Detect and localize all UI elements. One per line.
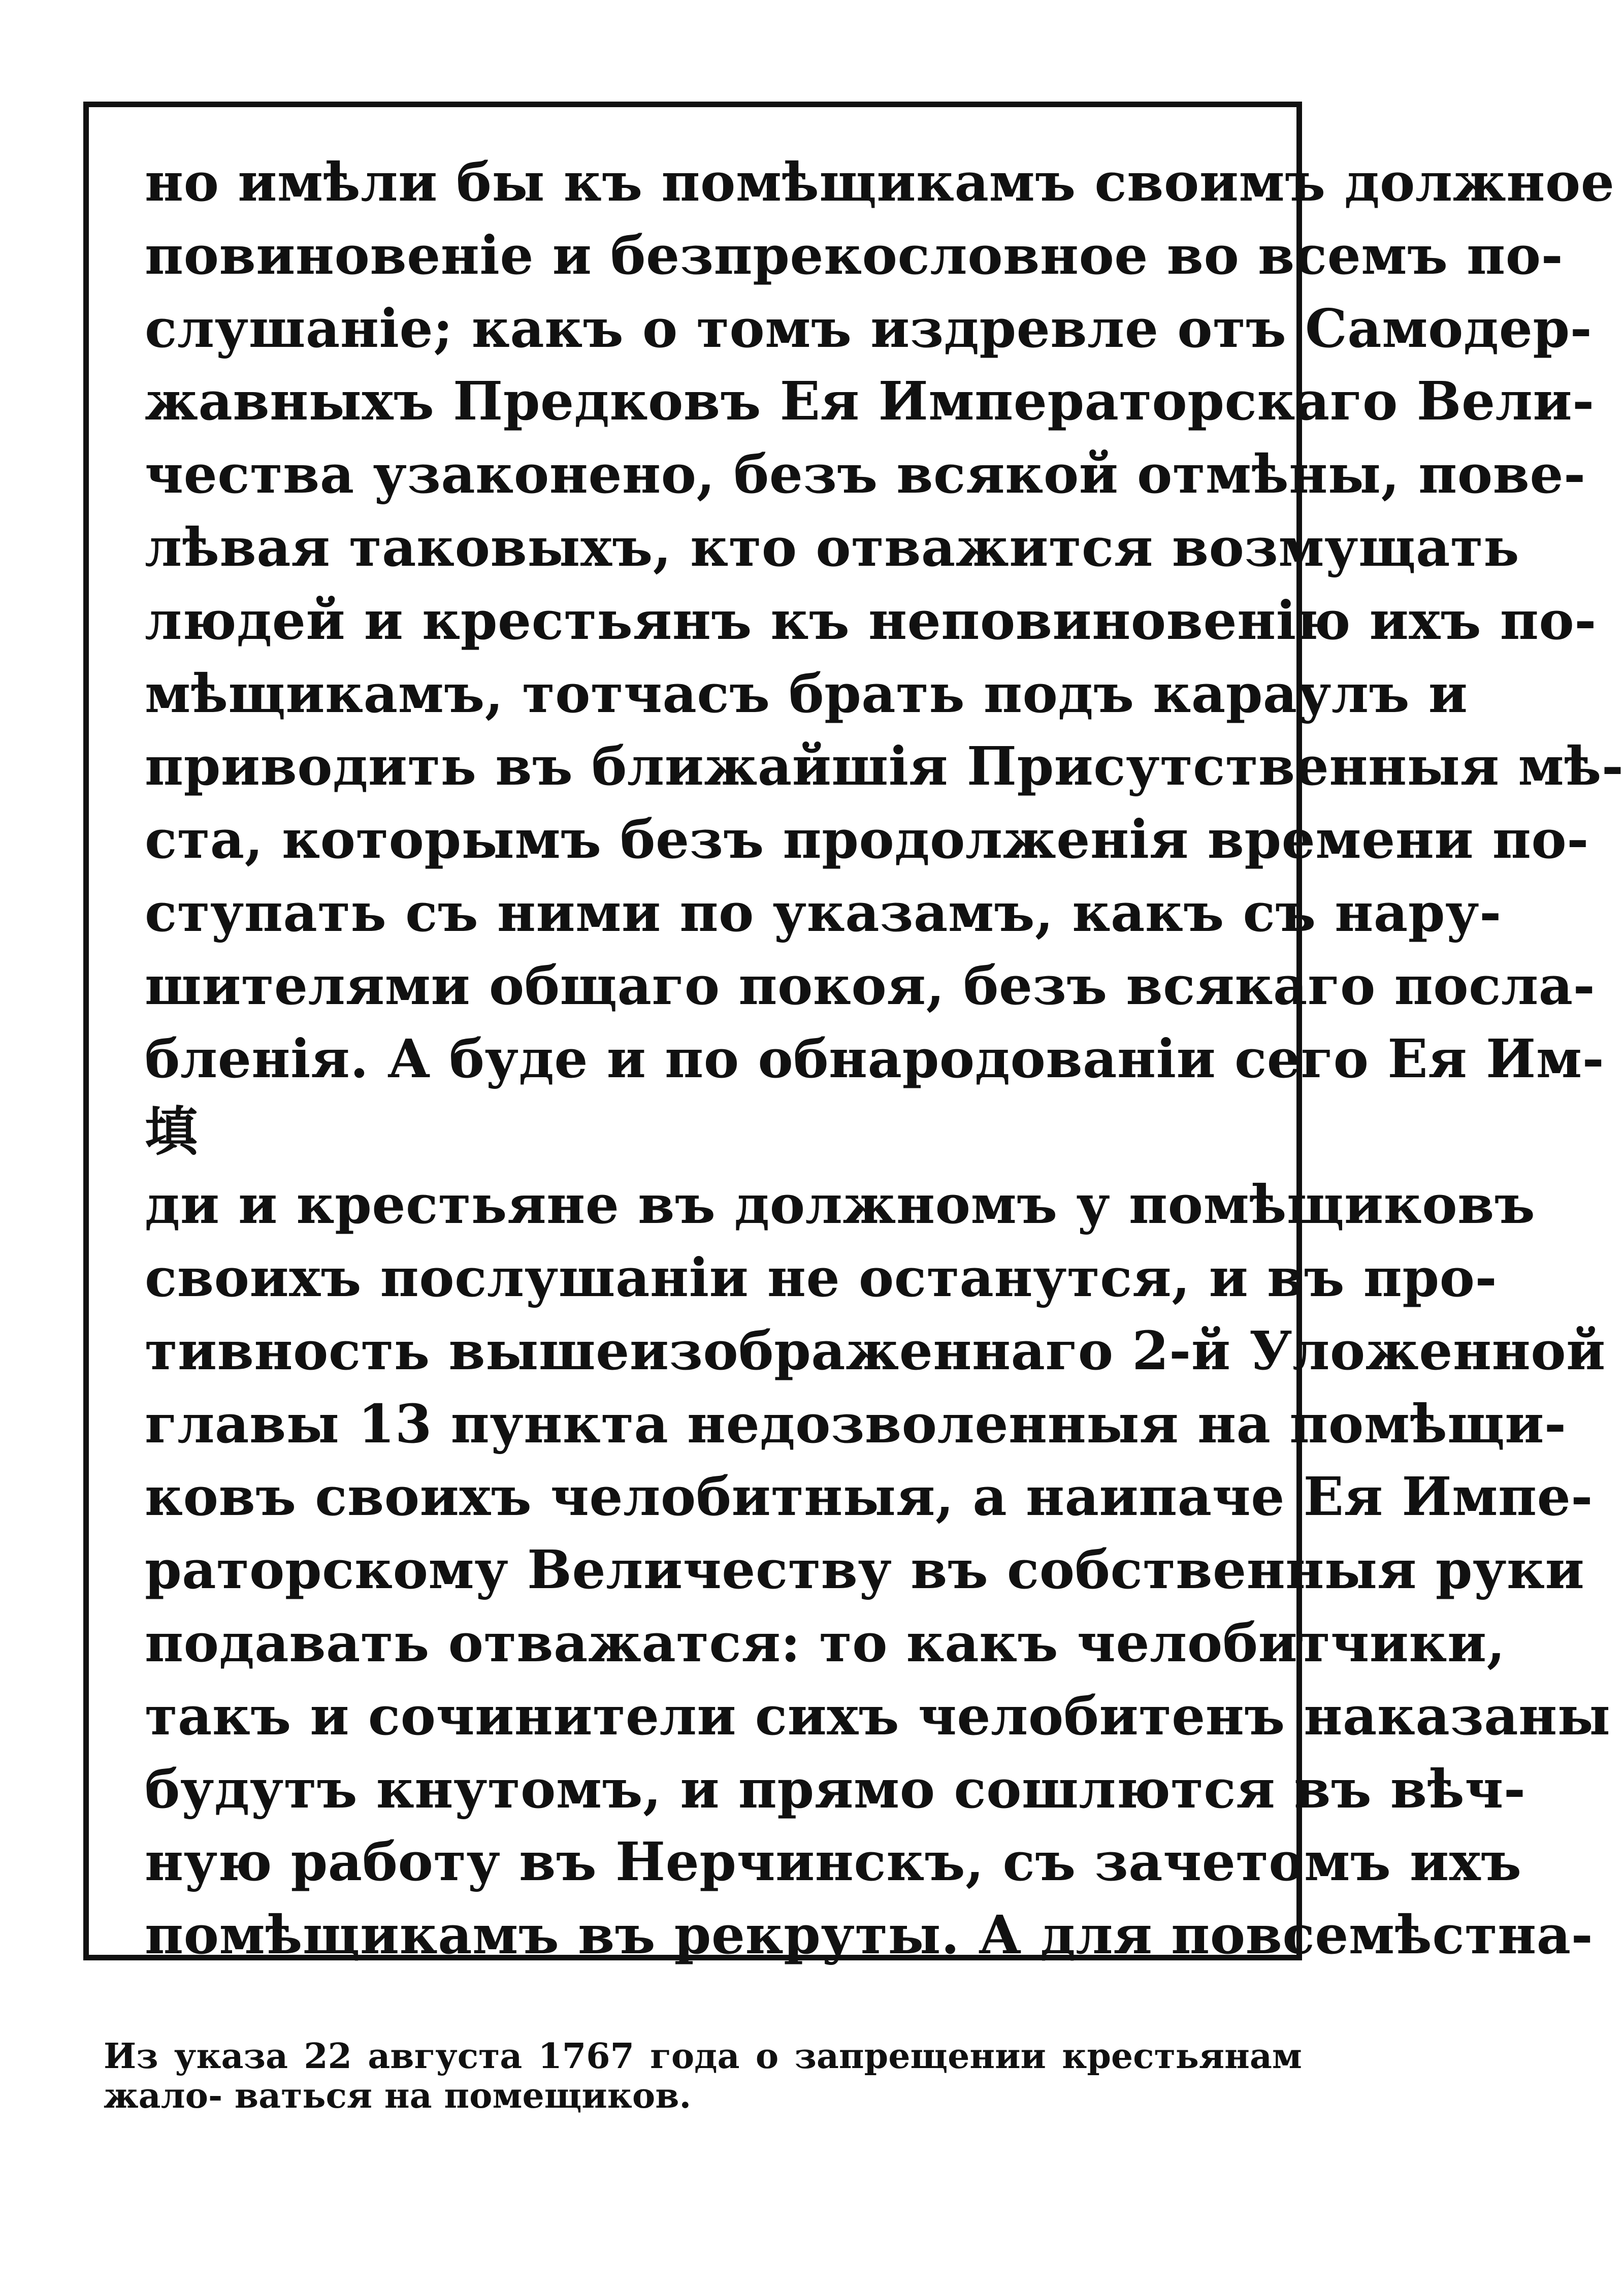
text-line: раторскому Величеству въ собственныя руки xyxy=(145,1538,1585,1601)
text-line: 填 xyxy=(145,1100,198,1163)
text-line: людей и крестьянъ къ неповиновенію ихъ по- xyxy=(145,589,1597,652)
text-line: мѣщикамъ, тотчасъ брать подъ караулъ и xyxy=(145,662,1468,725)
text-line: чества узаконено, безъ всякой отмѣны, пове- xyxy=(145,443,1586,506)
text-line: будутъ кнутомъ, и прямо сошлются въ вѣч- xyxy=(145,1757,1526,1820)
text-line: повиновеніе и безпрекословное во всемъ по- xyxy=(145,223,1564,286)
text-line: жавныхъ Предковъ Ея Императорскаго Вели- xyxy=(145,370,1595,433)
text-line: ступать съ ними по указамъ, какъ съ нару- xyxy=(145,881,1502,944)
text-line: ковъ своихъ челобитныя, а наипаче Ея Импе- xyxy=(145,1465,1593,1528)
text-line: слушаніе; какъ о томъ издревле отъ Самодер- xyxy=(145,297,1593,360)
text-line: ста, которымъ безъ продолженія времени по- xyxy=(145,808,1589,871)
document-body xyxy=(145,146,1624,1972)
text-line: ди и крестьяне въ должномъ у помѣщиковъ xyxy=(145,1173,1536,1236)
text-line: помѣщикамъ въ рекруты. А для повсемѣстна- xyxy=(145,1904,1594,1966)
text-line: своихъ послушаніи не останутся, и въ про- xyxy=(145,1246,1498,1309)
document-frame xyxy=(83,102,1624,1966)
text-line: шителями общаго покоя, безъ всякаго посла- xyxy=(145,954,1596,1017)
text-line: но имѣли бы къ помѣщикамъ своимъ должное xyxy=(145,151,1615,213)
text-line: подавать отважатся: то какъ челобитчики, xyxy=(145,1611,1506,1674)
text-line: тивность вышеизображеннаго 2-й Уложенной xyxy=(145,1319,1606,1382)
text-line: приводить въ ближайшія Присутственныя мѣ- xyxy=(145,735,1624,798)
text-line: лѣвая таковыхъ, кто отважится возмущать xyxy=(145,515,1520,578)
text-line: ную работу въ Нерчинскъ, съ зачетомъ ихъ xyxy=(145,1830,1522,1893)
caption: Из указа 22 августа 1767 года о запрещении крестьянам жало- ваться на помещиков. xyxy=(104,2036,1302,2116)
text-line: главы 13 пункта недозволенныя на помѣщи- xyxy=(145,1392,1567,1455)
text-line: такъ и сочинители сихъ челобитенъ наказаны xyxy=(145,1684,1611,1747)
text-line: бленія. А буде и по обнародованіи сего Ея Им- xyxy=(145,1027,1605,1090)
